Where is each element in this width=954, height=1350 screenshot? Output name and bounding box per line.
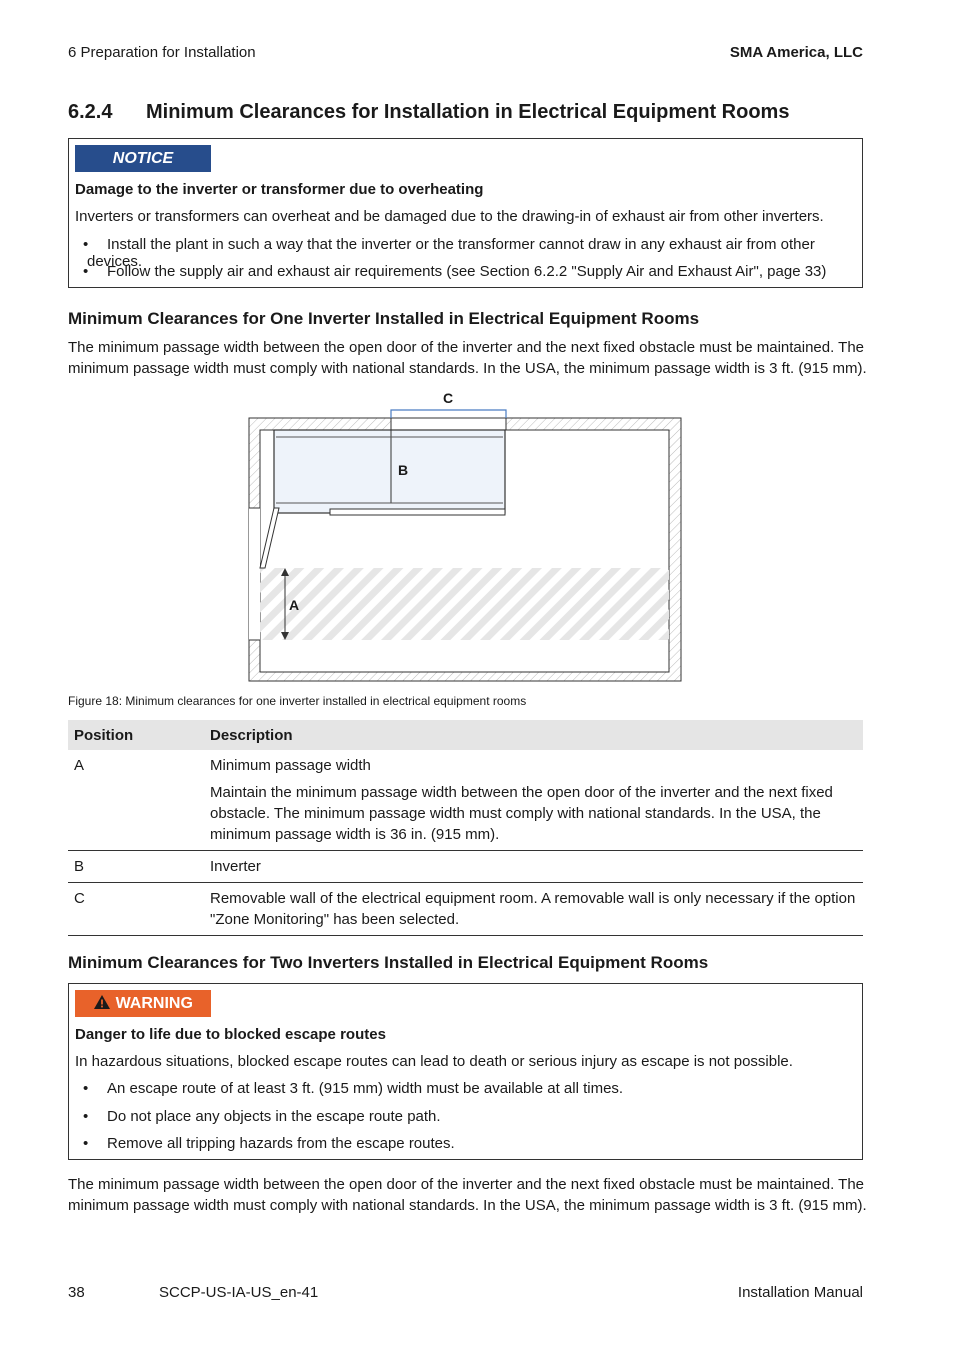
one-inverter-heading: Minimum Clearances for One Inverter Installed in Electrical Equipment Rooms	[68, 309, 700, 328]
figure-caption: Figure 18: Minimum clearances for one inverter installed in electrical equipment rooms	[68, 694, 527, 708]
notice-box	[68, 138, 863, 288]
bracket-c	[391, 410, 506, 418]
notice-bullet: • Install the plant in such a way that the inverter or the transformer cannot draw in any exhaust air from other devices.	[87, 236, 862, 270]
label-b: B	[398, 462, 409, 478]
warning-bullet: • An escape route of at least 3 ft. (915 mm) width must be available at all times.	[87, 1080, 623, 1097]
table-row	[68, 851, 863, 883]
inverter-body	[274, 430, 505, 513]
section-title: Minimum Clearances for Installation in Electrical Equipment Rooms	[146, 101, 790, 123]
row-description: Inverter	[204, 851, 863, 883]
label-a: A	[289, 597, 300, 613]
table-row	[68, 750, 863, 851]
running-header-company: SMA America, LLC	[729, 44, 863, 61]
row-description: Removable wall of the electrical equipment room. A removable wall is only necessary if the option "Zone Monitoring" has been selected.	[204, 883, 863, 936]
row-description-title: Minimum passage width	[210, 757, 371, 774]
position-table	[68, 720, 863, 936]
section-number: 6.2.4	[68, 101, 113, 123]
notice-title: Damage to the inverter or transformer due to overheating	[75, 181, 484, 198]
warning-bullet: • Remove all tripping hazards from the escape routes.	[87, 1135, 455, 1152]
notice-bullet: • Follow the supply air and exhaust air requirements (see Section 6.2.2 "Supply Air and Exhaust Air", page 33)	[87, 263, 826, 280]
table-row	[68, 883, 863, 936]
running-header-section: 6 Preparation for Installation	[68, 44, 256, 61]
row-description	[204, 750, 863, 851]
row-position: B	[68, 851, 204, 883]
notice-text: Inverters or transformers can overheat and be damaged due to the drawing-in of exhaust air from other inverters.	[75, 208, 824, 225]
warning-bullet: • Do not place any objects in the escape route path.	[87, 1108, 441, 1125]
table-header-row	[68, 720, 863, 750]
col-description: Description	[204, 720, 863, 750]
warning-text: In hazardous situations, blocked escape routes can lead to death or serious injury as escape is not possible.	[75, 1053, 793, 1070]
door-opening	[249, 508, 260, 640]
room-layout-figure	[240, 385, 690, 690]
notice-label: NOTICE	[75, 145, 211, 172]
warning-title: Danger to life due to blocked escape routes	[75, 1026, 386, 1043]
row-description-detail: Maintain the minimum passage width between the open door of the inverter and the next fixed obstacle. The minimum passage width must comply with national standards. In the USA, the minimum passage width is 36 in. (915 mm).	[210, 784, 833, 843]
col-position: Position	[68, 720, 204, 750]
warning-triangle-icon	[93, 994, 111, 1010]
row-position: A	[68, 750, 204, 851]
section-heading	[68, 101, 789, 124]
page-number: 38	[68, 1284, 85, 1301]
warning-box	[68, 983, 863, 1160]
passage-zone	[260, 568, 669, 640]
row-position: C	[68, 883, 204, 936]
warning-label	[75, 990, 211, 1017]
warning-label-text: WARNING	[115, 995, 193, 1012]
document-id: SCCP-US-IA-US_en-41	[159, 1284, 319, 1301]
label-c: C	[442, 390, 454, 406]
one-inverter-paragraph: The minimum passage width between the open door of the inverter and the next fixed obstacle must be maintained. The minimum passage width must comply with national standards. In the USA, the minimum passage width is 3 ft. (915 mm).	[68, 339, 867, 377]
manual-name: Installation Manual	[737, 1284, 863, 1301]
removable-wall	[391, 418, 506, 430]
two-inverters-paragraph: The minimum passage width between the open door of the inverter and the next fixed obstacle must be maintained. The minimum passage width must comply with national standards. In the USA, the minimum passage width is 3 ft. (915 mm).	[68, 1176, 867, 1214]
two-inverters-heading: Minimum Clearances for Two Inverters Installed in Electrical Equipment Rooms	[68, 953, 709, 972]
